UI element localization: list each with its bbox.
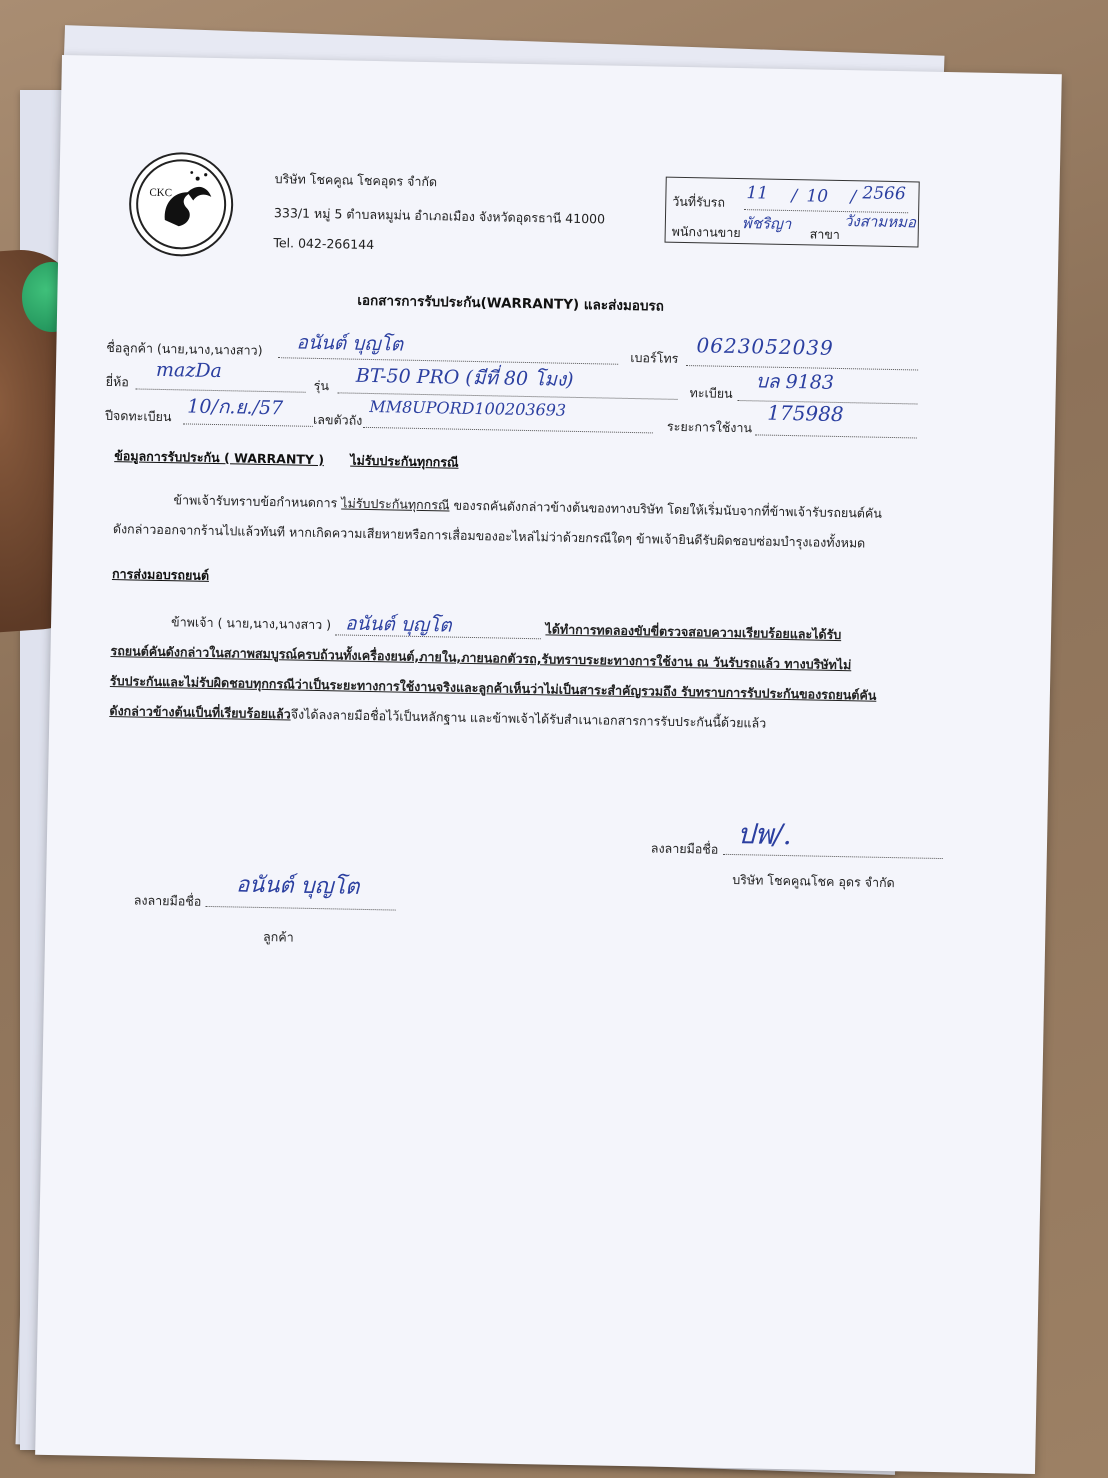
customer-signature: อนันต์ บุญโต <box>235 872 360 900</box>
registration-year-label: ปีจดทะเบียน <box>104 407 172 425</box>
company-phone: Tel. 042-266144 <box>273 235 375 253</box>
warranty-paragraph: ข้าพเจ้ารับทราบข้อกำหนดการ ไม่รับประกันทุกกรณี ของรถคันดังกล่าวข้างต้นของทางบริษัท โดยให้เริ่มนับจากที่ข้าพเจ้ารับรถยนต์คัน ดังกล่าวออกจากร้านไปแล้วทันที หากเกิดความเสียหายหรือการเสื่อมของอะไหล่ไม่ว่าด้วยกรณีใดๆ ข้าพเจ้ายินดีรับผิดชอบซ่อมบำรุงเองทั้งหมด <box>112 492 883 551</box>
delivery-heading: การส่งมอบรถยนต์ <box>111 566 210 583</box>
company-signature: ปพ/. <box>736 817 793 852</box>
receive-day: 11 <box>746 183 769 204</box>
brand-label: ยี่ห้อ <box>105 373 129 390</box>
model-value: BT-50 PRO (มีที่ 80 โมง) <box>355 364 574 391</box>
plate-label: ทะเบียน <box>689 385 733 401</box>
chassis-value: MM8UPORD100203693 <box>369 396 567 420</box>
customer-role-label: ลูกค้า <box>262 929 294 945</box>
brand-value: mazDa <box>155 358 223 383</box>
customer-name-value: อนันต์ บุญโต <box>296 331 404 356</box>
date-separator: / <box>791 186 798 207</box>
receive-date-label: วันที่รับรถ <box>672 193 726 210</box>
customer-name-label: ชื่อลูกค้า (นาย,นาง,นางสาว) <box>106 339 263 358</box>
branch-value: วังสามหมอ <box>843 212 917 232</box>
svg-text:CKC: CKC <box>149 186 173 200</box>
company-name: บริษัท โชคคูณ โชคอุดร จำกัด <box>274 171 438 190</box>
registration-year-line <box>183 423 313 426</box>
customer-signature-line <box>206 906 396 911</box>
plate-value: บล 9183 <box>755 370 835 394</box>
receive-year: 2566 <box>862 183 906 205</box>
mileage-line <box>755 434 917 438</box>
branch-label: สาขา <box>809 226 841 242</box>
delivery-paragraph: ข้าพเจ้า ( นาย,นาง,นางสาว ) อนันต์ บุญโต ได้ทำการทดลองขับขี่ตรวจสอบความเรียบร้อยและได้รับ รถยนต์คันดังกล่าวในสภาพสมบูรณ์ครบถ้วนทั้งเครื่องยนต์,ภายใน,ภายนอกตัวรถ,รับทราบระยะทางการใช้งาน ณ วันรับรถแล้ว ทางบริษัทไม่ รับประกันและไม่รับผิดชอบทุกกรณีว่าเป็นระยะทางการใช้งานจริงและลูกค้าเห็นว่าไม่เป็นสาระสำคัญรวมถึง รับทราบการรับประกันของรถยนต์คัน ดังกล่าวข้างต้นเป็นที่เรียบร้อยแล้วจึงได้ลงลายมือชื่อไว้เป็นหลักฐาน และข้าพเจ้าได้รับสำเนาเอกสารการรับประกันนี้ด้วยแล้ว <box>109 612 877 731</box>
salesperson-label: พนักงานขาย <box>671 223 741 241</box>
warranty-heading: ข้อมูลการรับประกัน ( WARRANTY ) <box>114 448 325 468</box>
pegasus-logo-icon <box>134 157 228 251</box>
company-signature-name: บริษัท โชคคูณโชค อุดร จำกัด <box>732 872 895 891</box>
warranty-heading-note: ไม่รับประกันทุกกรณี <box>350 452 459 470</box>
receipt-info-box <box>665 177 920 248</box>
phone-value: 0623052039 <box>696 333 835 360</box>
customer-signature-label: ลงลายมือชื่อ <box>133 892 202 909</box>
mileage-value: 175988 <box>767 400 844 427</box>
salesperson-value: พัชริญา <box>741 214 792 234</box>
model-label: รุ่น <box>313 377 330 394</box>
chassis-line <box>363 427 653 434</box>
company-signature-label: ลงลายมือชื่อ <box>650 840 719 857</box>
mileage-label: ระยะการใช้งาน <box>666 418 753 436</box>
registration-year-value: 10/ก.ย./57 <box>187 395 284 420</box>
warranty-document <box>35 55 1062 1474</box>
company-logo <box>128 151 234 257</box>
delivery-customer-name: อนันต์ บุญโต <box>335 612 542 639</box>
receive-month: 10 <box>806 186 829 207</box>
date-separator: / <box>850 187 857 208</box>
chassis-label: เลขตัวถัง <box>312 411 363 428</box>
company-address: 333/1 หมู่ 5 ตำบลหมูม่น อำเภอเมือง จังหวัดอุดรธานี 41000 <box>273 205 606 227</box>
phone-label: เบอร์โทร <box>630 349 679 366</box>
document-title: เอกสารการรับประกัน(WARRANTY) และส่งมอบรถ <box>357 292 665 315</box>
